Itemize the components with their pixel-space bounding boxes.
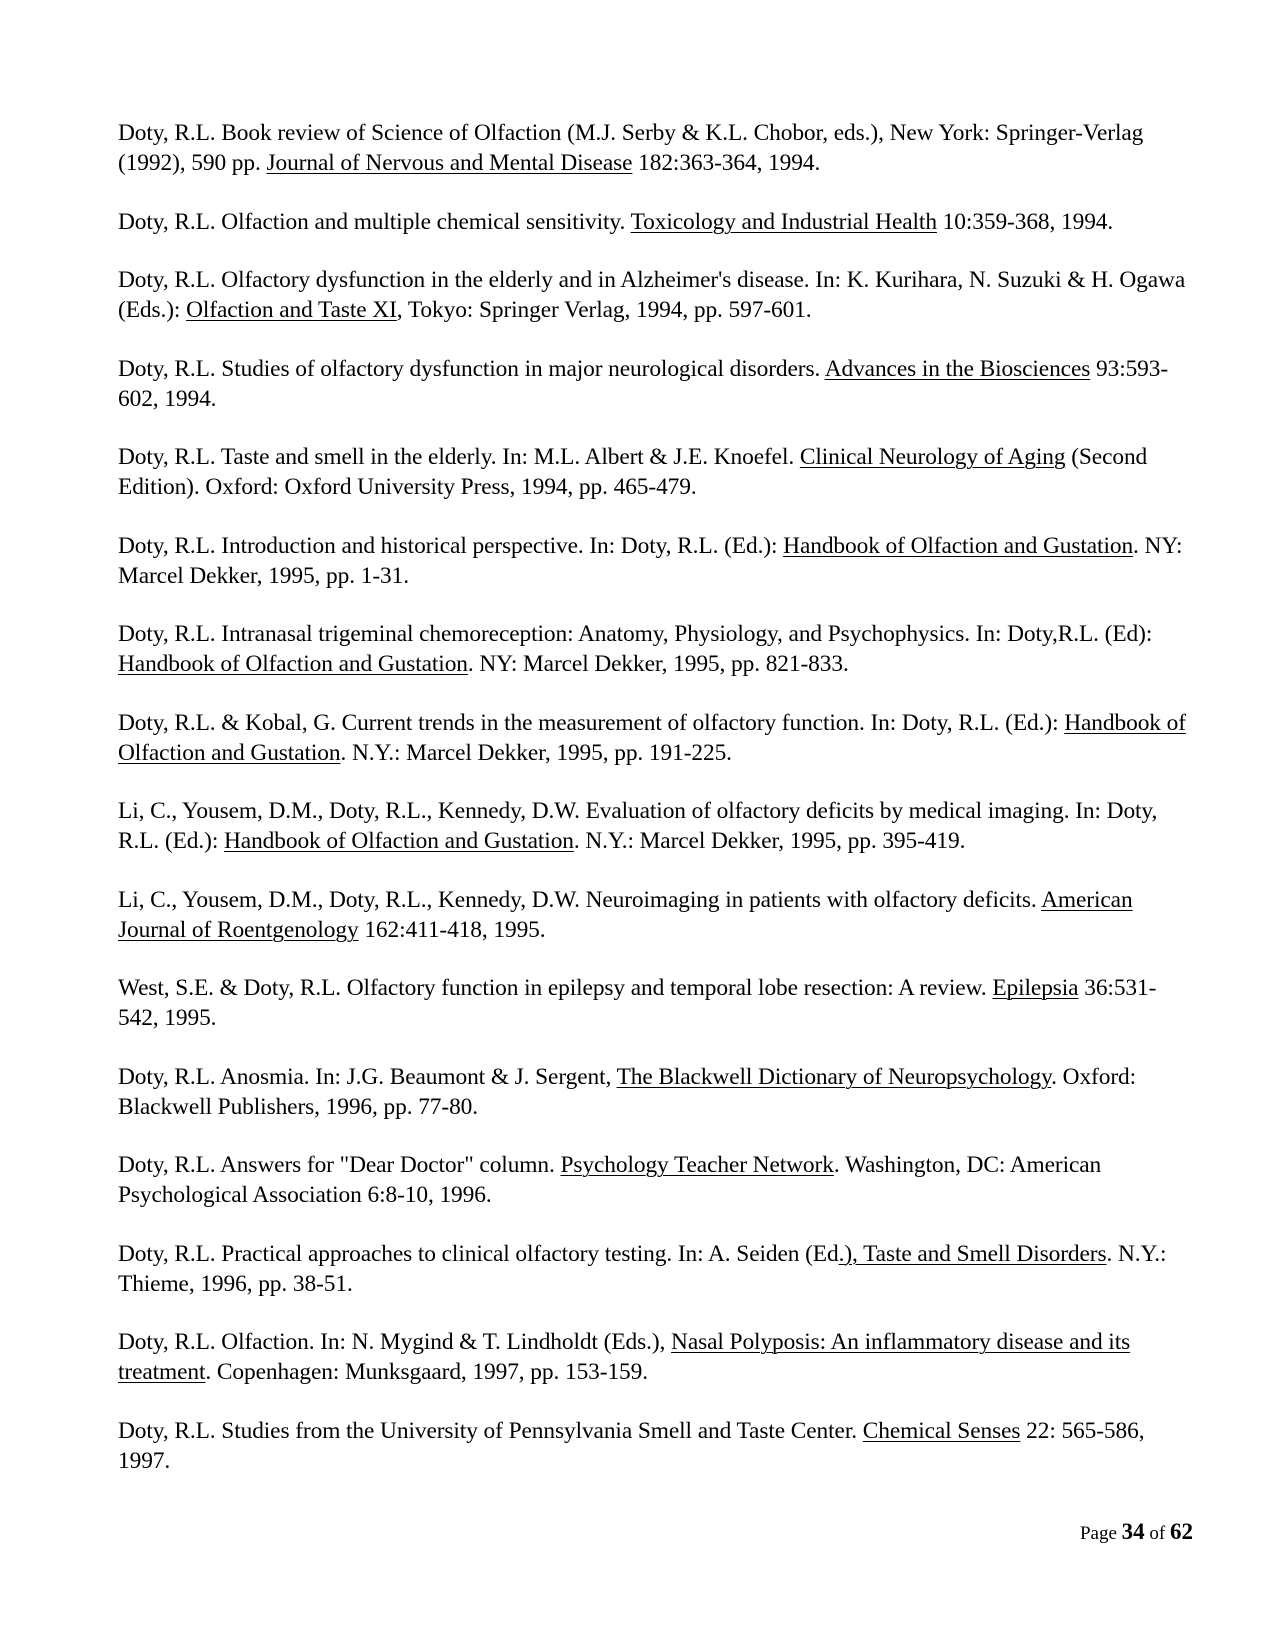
reference-text: 36:531-542, 1995.: [118, 975, 1157, 1031]
reference-source-title: Toxicology and Industrial Health: [630, 208, 937, 235]
reference-text: Doty, R.L. Studies from the University of Pennsylvania Smell and Taste Center.: [118, 1417, 863, 1444]
reference-source-title: The Blackwell Dictionary of Neuropsychology: [616, 1063, 1052, 1090]
reference-text: Li, C., Yousem, D.M., Doty, R.L., Kennedy, D.W. Neuroimaging in patients with olfactory deficits.: [118, 886, 1042, 913]
reference-entry: [118, 796, 1193, 856]
reference-source-title: Psychology Teacher Network: [560, 1152, 834, 1178]
reference-text: Doty, R.L. Anosmia. In: J.G. Beaumont & J. Sergent,: [118, 1063, 617, 1090]
reference-entry: [118, 1416, 1193, 1476]
reference-text: . Washington, DC: American Psychological Association 6:8-10, 1996.: [118, 1152, 1102, 1208]
reference-entry: [118, 708, 1193, 768]
reference-source-title: Advances in the Biosciences: [824, 355, 1091, 382]
reference-text: 93:593-602, 1994.: [118, 355, 1169, 412]
reference-entry: [118, 885, 1193, 945]
reference-source-title: Olfaction and Taste XI: [186, 297, 397, 323]
reference-source-title: Handbook of Olfaction and Gustation: [118, 709, 1186, 766]
reference-entry: [118, 354, 1193, 414]
total-page-count: 62: [1170, 1519, 1193, 1544]
of-word: of: [1149, 1523, 1166, 1544]
reference-entry: [118, 973, 1193, 1033]
reference-text: . N.Y.: Marcel Dekker, 1995, pp. 191-225.: [340, 739, 732, 766]
reference-text: (Second Edition). Oxford: Oxford University Press, 1994, pp. 465-479.: [118, 444, 1148, 500]
reference-text: . Copenhagen: Munksgaard, 1997, pp. 153-159.: [205, 1359, 648, 1385]
page-footer: [1080, 1519, 1193, 1545]
reference-text: . N.Y.: Thieme, 1996, pp. 38-51.: [118, 1240, 1167, 1297]
reference-text: 182:363-364, 1994.: [632, 150, 821, 176]
reference-list: [118, 118, 1193, 1504]
reference-text: Doty, R.L. Book review of Science of Olfaction (M.J. Serby & K.L. Chobor, eds.), New York: Springer-Verlag (1992), 590 pp.: [118, 120, 1144, 176]
reference-text: Doty, R.L. Introduction and historical perspective. In: Doty, R.L. (Ed.):: [118, 532, 784, 559]
reference-source-title: Epilepsia: [992, 975, 1079, 1001]
reference-text: West, S.E. & Doty, R.L. Olfactory function in epilepsy and temporal lobe resection: A review.: [118, 975, 993, 1001]
reference-entry: [118, 118, 1193, 178]
reference-text: . NY: Marcel Dekker, 1995, pp. 821-833.: [467, 651, 849, 677]
reference-text: , Tokyo: Springer Verlag, 1994, pp. 597-601.: [396, 297, 812, 323]
reference-entry: [118, 619, 1193, 679]
reference-text: Doty, R.L. Olfactory dysfunction in the elderly and in Alzheimer's disease. In: K. Kurihara, N. Suzuki & H. Ogawa (Eds.):: [118, 267, 1186, 323]
reference-text: Doty, R.L. Studies of olfactory dysfunction in major neurological disorders.: [118, 355, 825, 382]
reference-entry: [118, 1150, 1193, 1210]
reference-source-title: Handbook of Olfaction and Gustation: [783, 532, 1134, 559]
reference-text: . N.Y.: Marcel Dekker, 1995, pp. 395-419.: [573, 828, 966, 854]
reference-source-title: Chemical Senses: [862, 1417, 1021, 1444]
reference-text: Doty, R.L. Practical approaches to clinical olfactory testing. In: A. Seiden (Ed: [118, 1240, 839, 1267]
reference-text: Doty, R.L. Olfaction. In: N. Mygind & T. Lindholdt (Eds.),: [118, 1329, 672, 1355]
reference-text: 22: 565-586, 1997.: [118, 1417, 1145, 1474]
reference-text: Doty, R.L. Olfaction and multiple chemical sensitivity.: [118, 208, 631, 235]
reference-text: Doty, R.L. Taste and smell in the elderly. In: M.L. Albert & J.E. Knoefel.: [118, 444, 800, 470]
reference-source-title: Handbook of Olfaction and Gustation: [118, 651, 468, 677]
reference-text: Li, C., Yousem, D.M., Doty, R.L., Kennedy, D.W. Evaluation of olfactory deficits by medical imaging. In: Doty, R.L. (Ed.):: [118, 798, 1158, 854]
reference-source-title: Clinical Neurology of Aging: [799, 444, 1066, 470]
reference-source-title: Handbook of Olfaction and Gustation: [224, 828, 574, 854]
reference-text: 10:359-368, 1994.: [936, 208, 1114, 235]
reference-entry: [118, 1239, 1193, 1299]
reference-text: . NY: Marcel Dekker, 1995, pp. 1-31.: [118, 532, 1183, 589]
reference-source-title: American Journal of Roentgenology: [118, 886, 1133, 943]
page-word: Page: [1079, 1523, 1117, 1544]
reference-text: . Oxford: Blackwell Publishers, 1996, pp. 77-80.: [118, 1063, 1137, 1120]
reference-entry: [118, 1327, 1193, 1387]
reference-text: 162:411-418, 1995.: [358, 916, 546, 943]
reference-text: Doty, R.L. Answers for "Dear Doctor" column.: [118, 1152, 561, 1178]
reference-source-title: .), Taste and Smell Disorders: [838, 1240, 1107, 1267]
reference-entry: [118, 531, 1193, 591]
reference-source-title: Journal of Nervous and Mental Disease: [266, 150, 633, 176]
reference-entry: [118, 265, 1193, 325]
current-page-number: 34: [1121, 1519, 1145, 1544]
reference-entry: [118, 442, 1193, 502]
reference-entry: [118, 1062, 1193, 1122]
reference-entry: [118, 207, 1193, 237]
reference-source-title: Nasal Polyposis: An inflammatory disease and its treatment: [118, 1329, 1131, 1385]
reference-text: Doty, R.L. & Kobal, G. Current trends in the measurement of olfactory function. In: Doty, R.L. (Ed.):: [118, 709, 1065, 736]
reference-text: Doty, R.L. Intranasal trigeminal chemoreception: Anatomy, Physiology, and Psychophysics. In: Doty,R.L. (Ed):: [118, 621, 1153, 647]
